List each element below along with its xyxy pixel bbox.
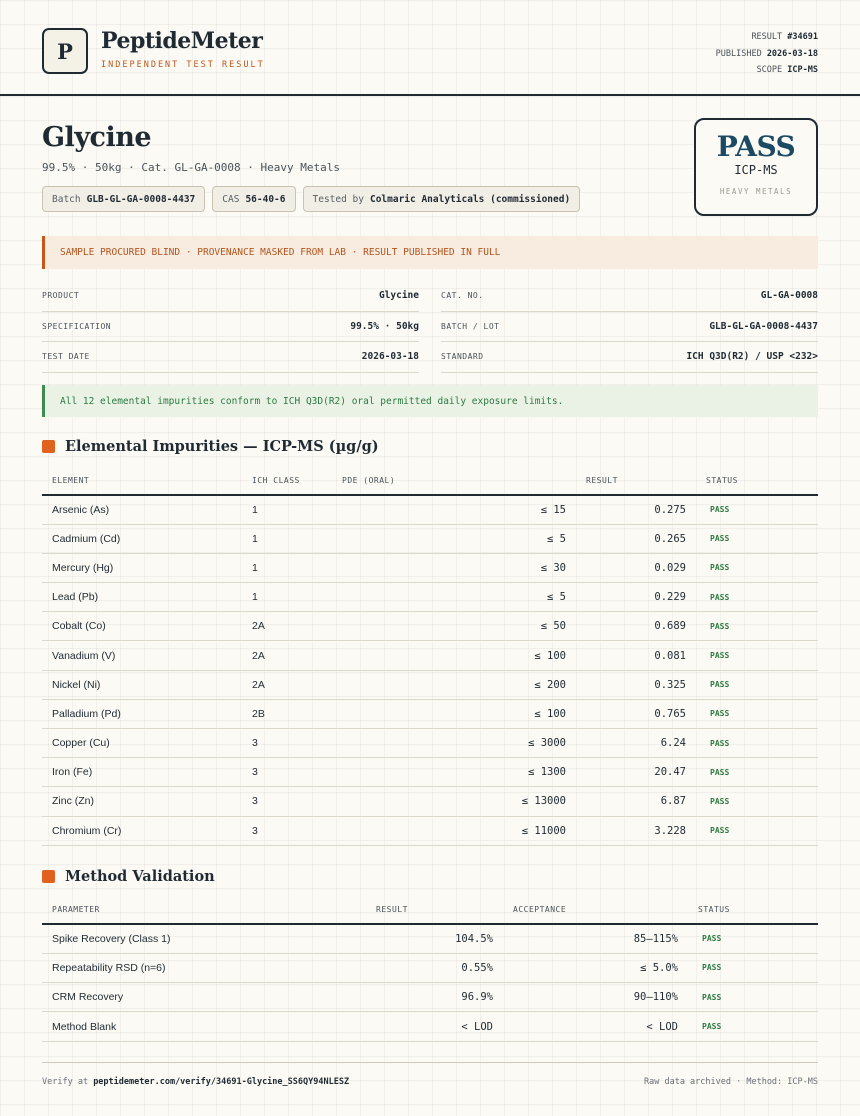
info-grid-right: [441, 281, 818, 373]
scope-value: ICP-MS: [787, 65, 818, 75]
stamp-scope: HEAVY METALS: [719, 187, 793, 196]
info-row-standard: STANDARD ICH Q3D(R2) / USP <232>: [441, 342, 818, 373]
impurities-table: [42, 467, 818, 846]
table-row: [42, 1012, 818, 1041]
result-id: #34691: [787, 32, 818, 42]
element-name: Iron (Fe): [42, 758, 242, 787]
result-value: 0.689: [576, 612, 696, 641]
result-value: 0.765: [576, 699, 696, 728]
scope-line: SCOPE ICP-MS: [756, 65, 818, 75]
table-row: [42, 641, 818, 670]
ich-class: 3: [242, 787, 332, 816]
table-row: [42, 816, 818, 845]
element-name: Lead (Pb): [42, 583, 242, 612]
status-badge: PASS: [696, 641, 818, 670]
parameter-name: Spike Recovery (Class 1): [42, 924, 366, 953]
table-row: [42, 787, 818, 816]
validation-title: Method Validation: [65, 868, 215, 885]
element-name: Copper (Cu): [42, 729, 242, 758]
pde-limit: ≤ 3000: [332, 729, 576, 758]
ich-class: 3: [242, 729, 332, 758]
status-badge: PASS: [688, 924, 818, 953]
element-name: Cobalt (Co): [42, 612, 242, 641]
impurities-header-row: [42, 467, 818, 495]
brand-tagline: INDEPENDENT TEST RESULT: [101, 60, 265, 70]
stamp-method: ICP-MS: [734, 163, 778, 177]
col-parameter: PARAMETER: [42, 896, 366, 924]
ich-class: 2B: [242, 699, 332, 728]
published-date: 2026-03-18: [766, 48, 818, 59]
col-element: ELEMENT: [42, 467, 242, 495]
pass-stamp: [694, 118, 818, 216]
info-row-product: PRODUCT Glycine: [42, 281, 419, 312]
status-badge: PASS: [696, 524, 818, 553]
impurities-title: Elemental Impurities — ICP-MS (µg/g): [65, 438, 379, 455]
section-marker-icon: [42, 440, 55, 453]
col-acceptance: ACCEPTANCE: [503, 896, 688, 924]
pde-limit: ≤ 100: [332, 641, 576, 670]
info-row-cat-no: CAT. NO. GL-GA-0008: [441, 281, 818, 312]
element-name: Chromium (Cr): [42, 816, 242, 845]
brand-name: PeptideMeter: [101, 28, 263, 54]
info-row-specification: SPECIFICATION 99.5% · 50kg: [42, 312, 419, 343]
result-value: 6.87: [576, 787, 696, 816]
result-meta: [716, 29, 818, 79]
result-value: 0.081: [576, 641, 696, 670]
info-row-test-date: TEST DATE 2026-03-18: [42, 342, 419, 373]
acceptance-range: 90–110%: [503, 983, 688, 1012]
blind-sample-notice: SAMPLE PROCURED BLIND · PROVENANCE MASKED FROM LAB · RESULT PUBLISHED IN FULL: [42, 236, 818, 269]
product-title: Glycine: [42, 122, 152, 153]
stamp-verdict: PASS: [716, 130, 796, 163]
status-badge: PASS: [696, 495, 818, 524]
pde-limit: ≤ 100: [332, 699, 576, 728]
table-row: [42, 495, 818, 524]
mv-result-value: 104.5%: [366, 924, 503, 953]
info-row-batch-lot: BATCH / LOT GLB-GL-GA-0008-4437: [441, 312, 818, 343]
acceptance-range: 85–115%: [503, 924, 688, 953]
col-mv-result: RESULT: [366, 896, 503, 924]
col-result: RESULT: [576, 467, 696, 495]
col-mv-status: STATUS: [688, 896, 818, 924]
acceptance-range: ≤ 5.0%: [503, 953, 688, 982]
table-row: [42, 524, 818, 553]
batch-chip: Batch GLB-GL-GA-0008-4437: [42, 186, 205, 212]
info-grid-left: [42, 281, 419, 373]
status-badge: PASS: [688, 983, 818, 1012]
pde-limit: ≤ 200: [332, 670, 576, 699]
element-name: Arsenic (As): [42, 495, 242, 524]
element-name: Mercury (Hg): [42, 553, 242, 582]
mv-result-value: 96.9%: [366, 983, 503, 1012]
pde-limit: ≤ 50: [332, 612, 576, 641]
table-row: [42, 612, 818, 641]
mv-result-value: < LOD: [366, 1012, 503, 1041]
pde-limit: ≤ 5: [332, 583, 576, 612]
status-badge: PASS: [696, 816, 818, 845]
status-badge: PASS: [696, 729, 818, 758]
cas-chip: CAS 56-40-6: [212, 186, 295, 212]
acceptance-range: < LOD: [503, 1012, 688, 1041]
footer-divider: [42, 1062, 818, 1063]
result-value: 0.029: [576, 553, 696, 582]
logo-mark: P: [42, 28, 88, 74]
element-name: Cadmium (Cd): [42, 524, 242, 553]
pde-limit: ≤ 1300: [332, 758, 576, 787]
ich-class: 1: [242, 495, 332, 524]
ich-class: 1: [242, 524, 332, 553]
status-badge: PASS: [688, 953, 818, 982]
ich-class: 3: [242, 758, 332, 787]
status-badge: PASS: [696, 583, 818, 612]
product-subtitle: 99.5% · 50kg · Cat. GL-GA-0008 · Heavy Metals: [42, 161, 341, 174]
table-row: [42, 983, 818, 1012]
pde-limit: ≤ 15: [332, 495, 576, 524]
element-name: Palladium (Pd): [42, 699, 242, 728]
pde-limit: ≤ 30: [332, 553, 576, 582]
validation-section-header: [42, 868, 215, 885]
col-pde: PDE (ORAL): [332, 467, 576, 495]
validation-table: [42, 896, 818, 1042]
element-name: Zinc (Zn): [42, 787, 242, 816]
table-row: [42, 583, 818, 612]
archive-note: Raw data archived · Method: ICP-MS: [644, 1077, 818, 1087]
result-value: 3.228: [576, 816, 696, 845]
result-value: 20.47: [576, 758, 696, 787]
table-row: [42, 953, 818, 982]
parameter-name: Repeatability RSD (n=6): [42, 953, 366, 982]
mv-result-value: 0.55%: [366, 953, 503, 982]
element-name: Vanadium (V): [42, 641, 242, 670]
verify-link[interactable]: peptidemeter.com/verify/34691-Glycine_SS6QY94NLESZ: [93, 1077, 350, 1087]
status-badge: PASS: [696, 553, 818, 582]
validation-body: [42, 924, 818, 1041]
col-status: STATUS: [696, 467, 818, 495]
table-row: [42, 699, 818, 728]
pde-limit: ≤ 11000: [332, 816, 576, 845]
impurities-section-header: [42, 438, 379, 455]
table-row: [42, 758, 818, 787]
conformance-notice: All 12 elemental impurities conform to ICH Q3D(R2) oral permitted daily exposure limits.: [42, 385, 818, 417]
status-badge: PASS: [696, 787, 818, 816]
result-value: 0.229: [576, 583, 696, 612]
ich-class: 3: [242, 816, 332, 845]
pde-limit: ≤ 13000: [332, 787, 576, 816]
impurities-body: [42, 495, 818, 845]
ich-class: 1: [242, 583, 332, 612]
col-ich-class: ICH CLASS: [242, 467, 332, 495]
result-value: 0.265: [576, 524, 696, 553]
ich-class: 2A: [242, 670, 332, 699]
status-badge: PASS: [696, 758, 818, 787]
ich-class: 2A: [242, 641, 332, 670]
status-badge: PASS: [696, 612, 818, 641]
validation-header-row: [42, 896, 818, 924]
result-value: 0.275: [576, 495, 696, 524]
status-badge: PASS: [696, 699, 818, 728]
ich-class: 2A: [242, 612, 332, 641]
table-row: [42, 670, 818, 699]
status-badge: PASS: [696, 670, 818, 699]
element-name: Nickel (Ni): [42, 670, 242, 699]
ich-class: 1: [242, 553, 332, 582]
result-value: 6.24: [576, 729, 696, 758]
parameter-name: Method Blank: [42, 1012, 366, 1041]
verify-note: Verify at peptidemeter.com/verify/34691-Glycine_SS6QY94NLESZ: [42, 1077, 350, 1087]
result-value: 0.325: [576, 670, 696, 699]
report-header: [0, 0, 860, 96]
section-marker-icon: [42, 870, 55, 883]
status-badge: PASS: [688, 1012, 818, 1041]
table-row: [42, 729, 818, 758]
product-chips: [42, 186, 580, 212]
parameter-name: CRM Recovery: [42, 983, 366, 1012]
result-id-line: RESULT #34691: [751, 32, 818, 42]
tested-by-chip: Tested by Colmaric Analyticals (commissioned): [303, 186, 581, 212]
published-line: PUBLISHED 2026-03-18: [715, 48, 818, 59]
table-row: [42, 553, 818, 582]
table-row: [42, 924, 818, 953]
pde-limit: ≤ 5: [332, 524, 576, 553]
